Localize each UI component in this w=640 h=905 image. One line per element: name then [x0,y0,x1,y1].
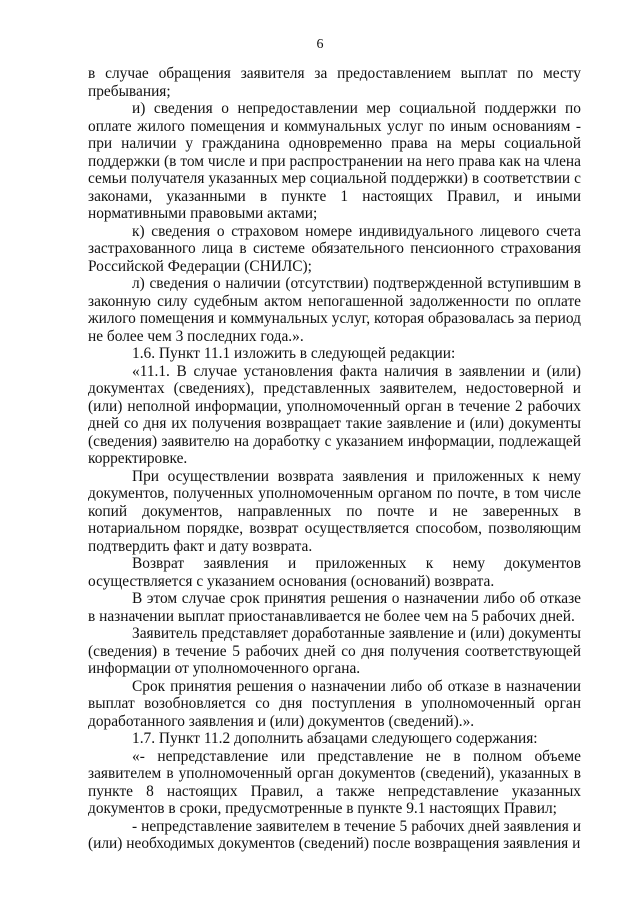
document-body [88,65,581,853]
paragraph-return-by-mail: При осуществлении возврата заявления и приложенных к нему документов, полученных уполномоченным органом по почте, в том числе копий документов, направленных по почте и не заверенных в нотариальном порядке, возврат осуществляется способом, позволяющим подтвердить факт и дату возврата. [88,467,581,555]
paragraph-amendment-1-6: 1.6. Пункт 11.1 изложить в следующей редакции: [132,345,456,362]
paragraph-nonsubmission-5-days: - непредставление заявителем в течение 5 рабочих дней заявления и (или) необходимых документов (сведений) после возвращения заявления и [88,817,581,852]
paragraph-place-of-stay: в случае обращения заявителя за предоставлением выплат по месту пребывания; [88,65,581,100]
paragraph-resubmission: Заявитель представляет доработанные заявление и (или) документы (сведения) в течение 5 рабочих дней со дня получения соответствующей информации от уполномоченного органа. [88,625,581,677]
paragraph-item-k: к) сведения о страховом номере индивидуального лицевого счета застрахованного лица в системе обязательного пенсионного страхования Российской Федерации (СНИЛС); [88,222,581,275]
paragraph-amendment-1-7: 1.7. Пункт 11.2 дополнить абзацами следующего содержания: [132,730,538,747]
page-number: 6 [316,37,324,52]
paragraph-suspension: В этом случае срок принятия решения о назначении либо об отказе в назначении выплат приостанавливается не более чем на 5 рабочих дней. [88,590,581,625]
paragraph-clause-11-1: «11.1. В случае установления факта наличия в заявлении и (или) документах (сведениях), представленных заявителем, недостоверной и (или) неполной информации, уполномоченный орган в течение 2 рабочих дней со дня их получения возвращает такие заявление и (или) документы (сведения) заявителю на доработку с указанием информации, подлежащей корректировке. [88,362,581,467]
paragraph-nonsubmission: «- непредставление или представление не в полном объеме заявителем в уполномоченный орган документов (сведений), указанных в пункте 8 настоящих Правил, а также непредставление указанных документов в сроки, предусмотренные в пункте 9.1 настоящих Правил; [88,747,581,817]
paragraph-item-l: л) сведения о наличии (отсутствии) подтвержденной вступившим в законную силу судебным актом непогашенной задолженности по оплате жилого помещения и коммунальных услуг, которая образовалась за период не более чем 3 последних года.». [88,275,581,345]
paragraph-item-i: и) сведения о непредоставлении мер социальной поддержки по оплате жилого помещения и коммунальных услуг по иным основаниям - при наличии у гражданина одновременно права на меры социальной поддержки (в том числе и при распространении на него права как на члена семьи получателя указанных мер социальной поддержки) в соответствии с законами, указанными в пункте 1 настоящих Правил, и иными нормативными правовыми актами; [88,100,581,222]
paragraph-resumption: Срок принятия решения о назначении либо об отказе в назначении выплат возобновляется со дня поступления в уполномоченный орган доработанного заявления и (или) документов (сведений).». [88,677,581,730]
paragraph-return-grounds: Возврат заявления и приложенных к нему документов осуществляется с указанием основания (оснований) возврата. [88,555,581,590]
